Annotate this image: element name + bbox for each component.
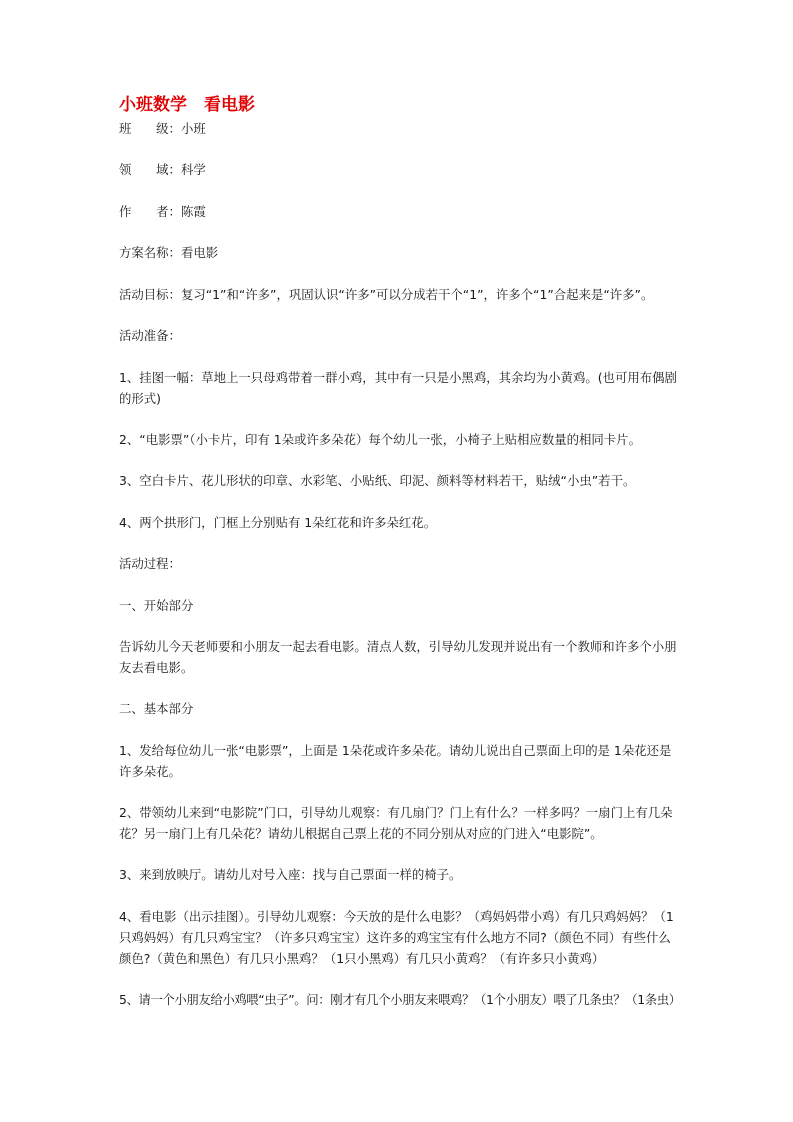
domain-line: 领 域：科学	[119, 162, 206, 177]
basic-step-4: 4、看电影（出示挂图）。引导幼儿观察：今天放的是什么电影？（鸡妈妈带小鸡）有几只鸡妈妈？（1只鸡妈妈）有几只鸡宝宝？（许多只鸡宝宝）这许多的鸡宝宝有什么地方不同?（颜色不同）有些什么颜色?（黄色和黑色）有几只小黑鸡？（1只小黑鸡）有几只小黄鸡？（有许多只小黄鸡）	[119, 909, 674, 966]
section-heading-basic: 二、基本部分	[119, 701, 194, 716]
preparation-item-3: 3、空白卡片、花儿形状的印章、水彩笔、小贴纸、印泥、颜料等材料若干，贴绒“小虫”若干。	[119, 473, 636, 488]
activity-goal: 活动目标：复习“1”和“许多”，巩固认识“许多”可以分成若干个“1”，许多个“1”合起来是“许多”。	[119, 287, 654, 302]
document-title: 小班数学 看电影	[119, 95, 255, 115]
start-paragraph: 告诉幼儿今天老师要和小朋友一起去看电影。清点人数，引导幼儿发现并说出有一个教师和许多个小朋友去看电影。	[119, 639, 677, 675]
basic-step-3: 3、来到放映厅。请幼儿对号入座：找与自己票面一样的椅子。	[119, 867, 462, 882]
preparation-heading: 活动准备：	[119, 328, 181, 343]
section-heading-start: 一、开始部分	[119, 598, 194, 613]
preparation-item-2: 2、“电影票”（小卡片，印有 1朵或许多朵花）每个幼儿一张，小椅子上贴相应数量的相同卡片。	[119, 432, 641, 447]
preparation-item-1: 1、挂图一幅：草地上一只母鸡带着一群小鸡，其中有一只是小黑鸡，其余均为小黄鸡。(也可用布偶剧的形式)	[119, 370, 677, 406]
preparation-item-4: 4、两个拱形门，门框上分别贴有 1朵红花和许多朵红花。	[119, 515, 437, 530]
basic-step-2: 2、带领幼儿来到“电影院”门口，引导幼儿观察：有几扇门？门上有什么？一样多吗？一扇门上有几朵花？另一扇门上有几朵花？请幼儿根据自己票上花的不同分别从对应的门进入“电影院”。	[119, 805, 673, 841]
basic-step-1: 1、发给每位幼儿一张“电影票”，上面是 1朵花或许多朵花。请幼儿说出自己票面上印的是 1朵花还是许多朵花。	[119, 743, 672, 779]
author-line: 作 者：陈霞	[119, 204, 206, 219]
class-line: 班 级：小班	[119, 121, 206, 136]
plan-name-line: 方案名称：看电影	[119, 245, 219, 260]
process-heading: 活动过程：	[119, 556, 181, 571]
basic-step-5: 5、请一个小朋友给小鸡喂“虫子”。问：刚才有几个小朋友来喂鸡？（1个小朋友）喂了几条虫？（1条虫）	[119, 992, 681, 1007]
